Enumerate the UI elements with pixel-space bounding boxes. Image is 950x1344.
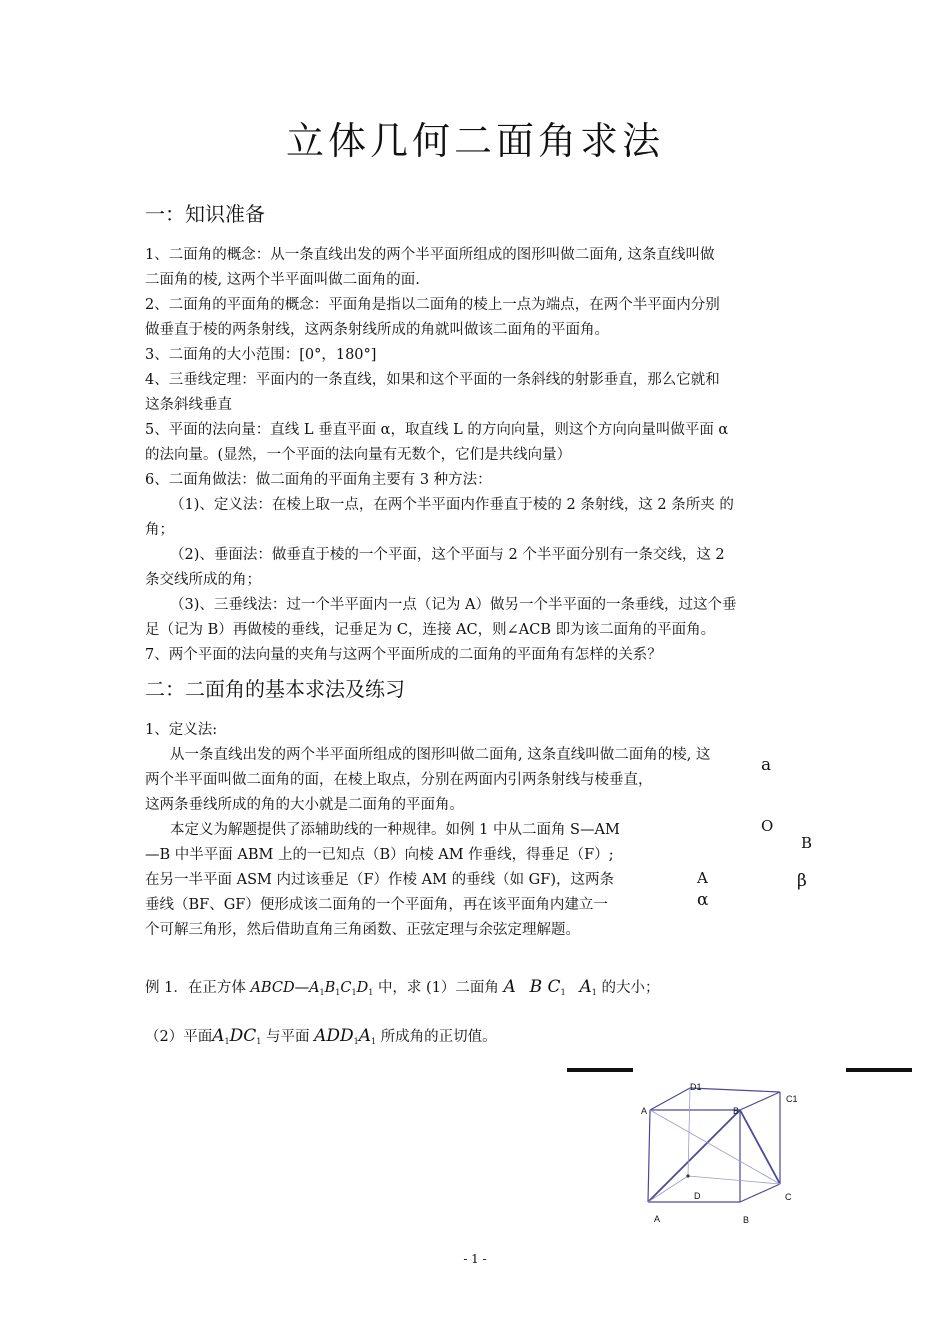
figure-label: β bbox=[797, 871, 807, 891]
text-line: 本定义为解题提供了添辅助线的一种规律。如例 1 中从二面角 S—AM bbox=[170, 822, 620, 838]
text-line: 7、两个平面的法向量的夹角与这两个平面所成的二面角的平面角有怎样的关系？ bbox=[145, 647, 662, 663]
text-line: （1)、定义法：在棱上取一点，在两个半平面内作垂直于棱的 2 条射线，这 2 条所夹 的 bbox=[170, 497, 734, 513]
plane1-dc: DC bbox=[229, 1026, 257, 1046]
page-number: - 1 - bbox=[463, 1252, 487, 1266]
subscript: 1 bbox=[591, 988, 597, 997]
cube-name: ABCD—A bbox=[250, 980, 320, 996]
text-line: 6、二面角做法：做二面角的平面角主要有 3 种方法： bbox=[145, 472, 492, 488]
angle-point-a: A bbox=[503, 977, 516, 997]
figure-label: A bbox=[697, 869, 708, 887]
text-line: 5、平面的法向量：直线 L 垂直平面 α，取直线 L 的方向向量，则这个方向向量叫做平面 α bbox=[145, 422, 729, 438]
text-line: 两个半平面叫做二面角的面，在棱上取点，分别在两面内引两条射线与棱垂直， bbox=[145, 772, 653, 788]
subscript: 1 bbox=[351, 988, 357, 997]
edge-bc bbox=[740, 1184, 780, 1202]
text-line: 2、二面角的平面角的概念：平面角是指以二面角的棱上一点为端点，在两个半平面内分别 bbox=[145, 297, 720, 313]
subscript: 1 bbox=[560, 988, 566, 997]
angle-point-a1: A bbox=[579, 977, 592, 997]
section2-heading: 二：二面角的基本求法及练习 bbox=[145, 677, 405, 701]
cube-name-c: C bbox=[340, 980, 352, 996]
label-b1: B bbox=[733, 1106, 740, 1116]
diagonal-ab1 bbox=[648, 1110, 740, 1202]
plane2-a: A bbox=[358, 1026, 371, 1046]
subscript: 1 bbox=[368, 988, 374, 997]
edge-d1c1 bbox=[690, 1088, 780, 1092]
figure-label: O bbox=[761, 817, 774, 835]
text-line: 垂线（BF、GF）便形成该二面角的一个平面角，再在该平面角内建立一 bbox=[145, 897, 608, 913]
text-line: 在另一半平面 ASM 内过该垂足（F）作棱 AM 的垂线（如 GF)，这两条 bbox=[145, 872, 614, 888]
edge-a1d1 bbox=[650, 1088, 690, 1110]
angle-edge-bc: B C bbox=[529, 977, 561, 997]
figure-label: α bbox=[697, 890, 709, 910]
text-line: （2)、垂面法：做垂直于棱的一个平面，这个平面与 2 个半平面分别有一条交线，这 2 bbox=[170, 547, 725, 563]
figure-label: a bbox=[761, 755, 772, 775]
cube-name-b: B bbox=[324, 980, 336, 996]
subscript: 1 bbox=[370, 1037, 377, 1046]
text-line: 这两条垂线所成的角的大小就是二面角的平面角。 bbox=[145, 797, 464, 813]
cube-figure bbox=[630, 1080, 810, 1230]
text-line: 足（记为 B）再做棱的垂线，记垂足为 C，连接 AC，则∠ACB 即为该二面角的平面角。 bbox=[145, 622, 716, 638]
plane2-add: ADD bbox=[314, 1026, 354, 1046]
subscript: 1 bbox=[224, 1037, 230, 1046]
label-d: D bbox=[694, 1191, 701, 1201]
example-line2-prefix: （2）平面 bbox=[145, 1029, 213, 1045]
text-line: 3、二面角的大小范围：[0°，180°] bbox=[145, 347, 377, 363]
text-line: 个可解三角形，然后借助直角三角函数、正弦定理与余弦定理解题。 bbox=[145, 922, 580, 938]
divider-bar-right bbox=[846, 1068, 912, 1072]
label-d1: D1 bbox=[690, 1082, 702, 1092]
subscript: 1 bbox=[335, 988, 341, 997]
page-title: 立体几何二面角求法 bbox=[285, 119, 664, 163]
label-a1: A bbox=[641, 1106, 648, 1116]
example-with: 与平面 bbox=[265, 1029, 310, 1045]
edge-b1c1 bbox=[740, 1092, 780, 1110]
example-line-2 bbox=[145, 1025, 497, 1046]
cube-name-d: D bbox=[356, 980, 369, 996]
text-line: 二面角的棱, 这两个半平面叫做二面角的面. bbox=[145, 272, 420, 288]
figure-label: B bbox=[801, 834, 813, 852]
example-line2-suffix: 所成角的正切值。 bbox=[380, 1029, 497, 1045]
example-prefix: 例 1．在正方体 bbox=[145, 980, 246, 996]
text-line: 4、三垂线定理：平面内的一条直线，如果和这个平面的一条斜线的射影垂直，那么它就和 bbox=[145, 372, 720, 388]
label-c1: C1 bbox=[786, 1094, 798, 1104]
point-d bbox=[686, 1174, 689, 1177]
subscript: 1 bbox=[319, 988, 325, 997]
divider-bar-left bbox=[567, 1068, 633, 1072]
hidden-edge-dc bbox=[688, 1176, 780, 1184]
section1-heading: 一：知识准备 bbox=[145, 202, 265, 226]
text-line: 从一条直线出发的两个半平面所组成的图形叫做二面角, 这条直线叫做二面角的棱, 这 bbox=[170, 747, 711, 763]
text-line: 做垂直于棱的两条射线，这两条射线所成的角就叫做该二面角的平面角。 bbox=[145, 322, 609, 338]
text-line: 的法向量。(显然，一个平面的法向量有无数个，它们是共线向量） bbox=[145, 447, 572, 463]
subscript: 1 bbox=[353, 1037, 359, 1046]
example-line-1 bbox=[145, 976, 659, 997]
label-a: A bbox=[654, 1214, 661, 1224]
edge-a1a bbox=[648, 1110, 650, 1202]
subscript: 1 bbox=[256, 1037, 262, 1046]
hidden-edge-ad bbox=[648, 1176, 688, 1202]
label-c: C bbox=[785, 1192, 792, 1202]
example-suffix: 的大小； bbox=[601, 980, 660, 996]
plane1-a: A bbox=[212, 1026, 225, 1046]
example-mid: 中，求 (1）二面角 bbox=[377, 980, 499, 996]
text-line: 角； bbox=[145, 522, 174, 538]
text-line: 条交线所成的角； bbox=[145, 572, 261, 588]
text-line: 1、二面角的概念：从一条直线出发的两个半平面所组成的图形叫做二面角, 这条直线叫做 bbox=[145, 247, 715, 263]
label-b: B bbox=[743, 1215, 750, 1225]
subsection-title: 1、定义法: bbox=[145, 722, 218, 738]
text-line: —B 中半平面 ABM 上的一已知点（B）向棱 AM 作垂线，得垂足（F）; bbox=[145, 847, 614, 863]
text-line: 这条斜线垂直 bbox=[145, 397, 232, 413]
text-line: （3)、三垂线法：过一个半平面内一点（记为 A）做另一个半平面的一条垂线，过这个垂 bbox=[170, 597, 737, 613]
